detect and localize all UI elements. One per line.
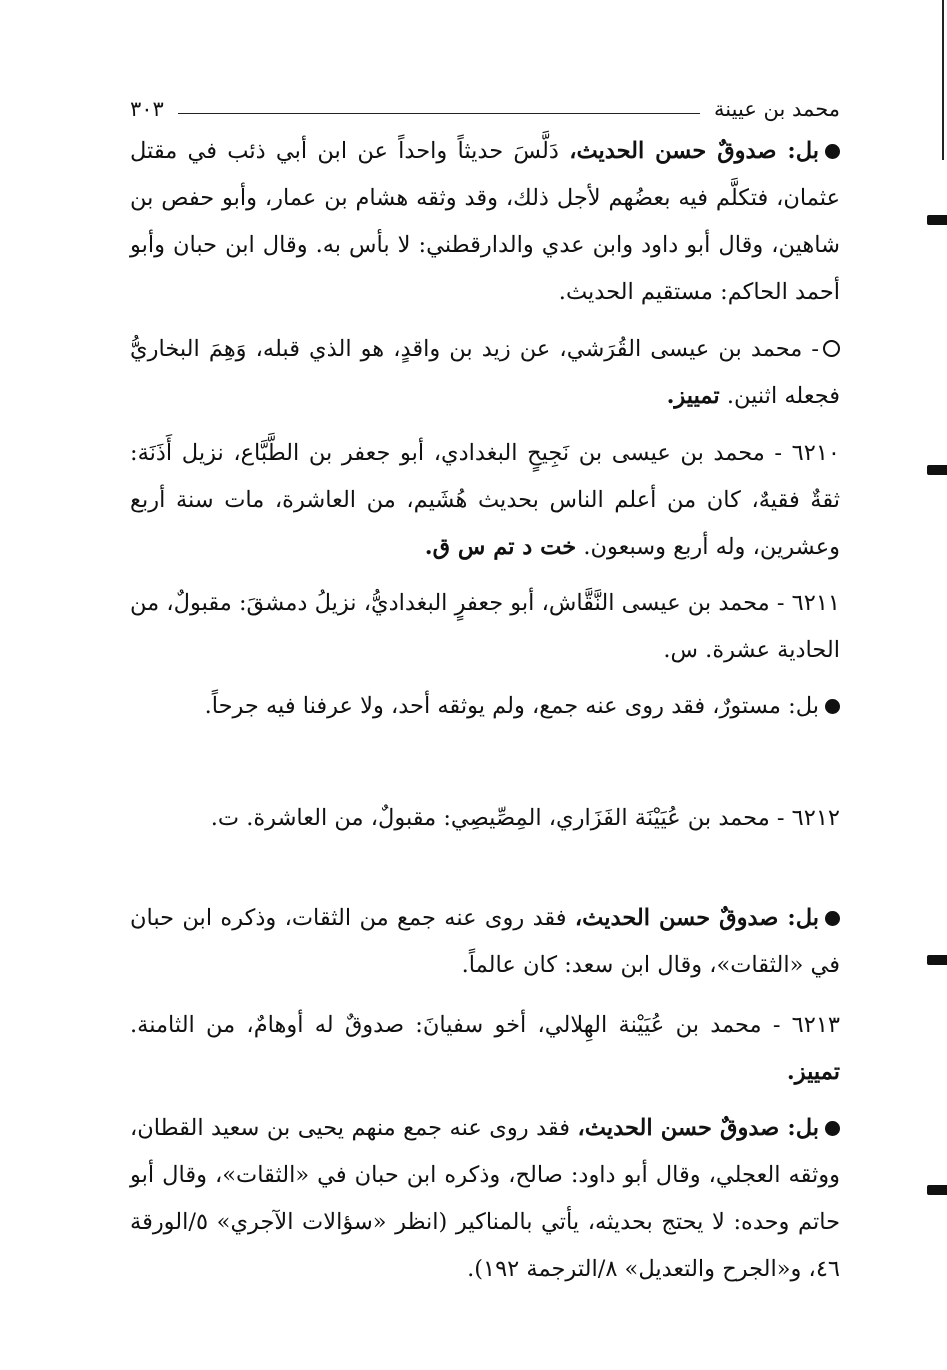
bullet-icon: [825, 699, 840, 714]
header-rule: [178, 113, 700, 114]
entry-lead: بل: صدوقٌ حسن الحديث،: [574, 905, 820, 931]
entry-tail: تمييز.: [786, 1059, 840, 1085]
entry-text: - محمد بن عيسى بن نَجِيحٍ البغدادي، أبو جعفر بن الطَّبَّاع، نزيل أَذَنَة: ثقةٌ فقيهٌ، كان من أعلم الناس بحديث هُشَيم، من العاشرة، مات سنة أربع وعشرين، وله أربع وسبعون.: [130, 440, 840, 560]
entry-text: دَلَّسَ حديثاً واحداً عن ابن أبي ذئب في مقتل عثمان، فتكلَّم فيه بعضُهم لأجل ذلك، وقد وثقه هشام بن عمار، وأبو حفص بن شاهين، وقال أبو داود وابن عدي والدارقطني: لا بأس به. وقال ابن حبان وأبو أحمد الحاكم: مستقيم الحديث.: [130, 138, 840, 305]
entry-annotation: [130, 128, 840, 316]
entry-lead: بل: صدوقٌ حسن الحديث،: [577, 1115, 820, 1141]
entry-text: - محمد بن عيسى القُرَشي، عن زيد بن واقدٍ، هو الذي قبله، وَهِمَ البخاريُّ فجعله اثنين.: [130, 336, 840, 409]
entry-tail: خت د تم س ق.: [424, 534, 577, 560]
entry-lead: بل: صدوقٌ حسن الحديث،: [569, 138, 820, 164]
entry-6213: [130, 1002, 840, 1096]
entry-text: - محمد بن عُيَيْنة الهِلالي، أخو سفيانَ: صدوقٌ له أوهامٌ، من الثامنة.: [130, 1012, 781, 1038]
running-header: [130, 92, 840, 126]
entry-tail: تمييز.: [666, 383, 720, 409]
entry-text: - محمد بن عيسى النَّقَّاش، أبو جعفرٍ البغداديُّ، نزيلُ دمشقَ: مقبولٌ، من الحادية عشرة. س.: [130, 590, 840, 663]
bullet-icon: [825, 144, 840, 159]
page-number: ٣٠٣: [130, 97, 164, 121]
entry-annotation: [130, 895, 840, 989]
circle-icon: [823, 340, 840, 357]
page-edge-mark: [927, 1185, 947, 1195]
entry-text: فقد روى عنه جمع منهم يحيى بن سعيد القطان، ووثقه العجلي، وقال أبو داود: صالح، وذكره ابن حبان في «الثقات»، وقال أبو حاتم وحده: لا يحتج بحديثه، يأتي بالمناكير (انظر «سؤالات الآجري» ٥/الورقة ٤٦، و«الجرح والتعديل» ٨/الترجمة ١٩٢).: [130, 1115, 840, 1282]
entry-number: ٦٢١٢: [791, 805, 840, 831]
bullet-icon: [825, 911, 840, 926]
page-edge-mark: [927, 215, 947, 225]
entry-distinction: [130, 326, 840, 420]
entry-annotation: [130, 1105, 840, 1293]
header-title: محمد بن عيينة: [714, 97, 840, 121]
page-edge-line: [942, 0, 944, 160]
entry-number: ٦٢١١: [791, 590, 840, 616]
entry-6212: [130, 795, 840, 842]
page-edge-mark: [927, 465, 947, 475]
entry-text: - محمد بن عُيَيْنَة الفَزَاري، المِصِّيصِي: مقبولٌ، من العاشرة. ت.: [210, 805, 785, 831]
entry-text: بل: مستورٌ، فقد روى عنه جمع، ولم يوثقه أحد، ولا عرفنا فيه جرحاً.: [204, 693, 819, 719]
entry-annotation: [130, 683, 840, 730]
entry-6210: [130, 430, 840, 571]
entry-6211: [130, 580, 840, 674]
page-edge-mark: [927, 955, 947, 965]
bullet-icon: [825, 1121, 840, 1136]
entry-text: فقد روى عنه جمع من الثقات، وذكره ابن حبان في «الثقات»، وقال ابن سعد: كان عالماً.: [130, 905, 840, 978]
entry-number: ٦٢١٠: [791, 440, 840, 466]
entry-number: ٦٢١٣: [791, 1012, 840, 1038]
